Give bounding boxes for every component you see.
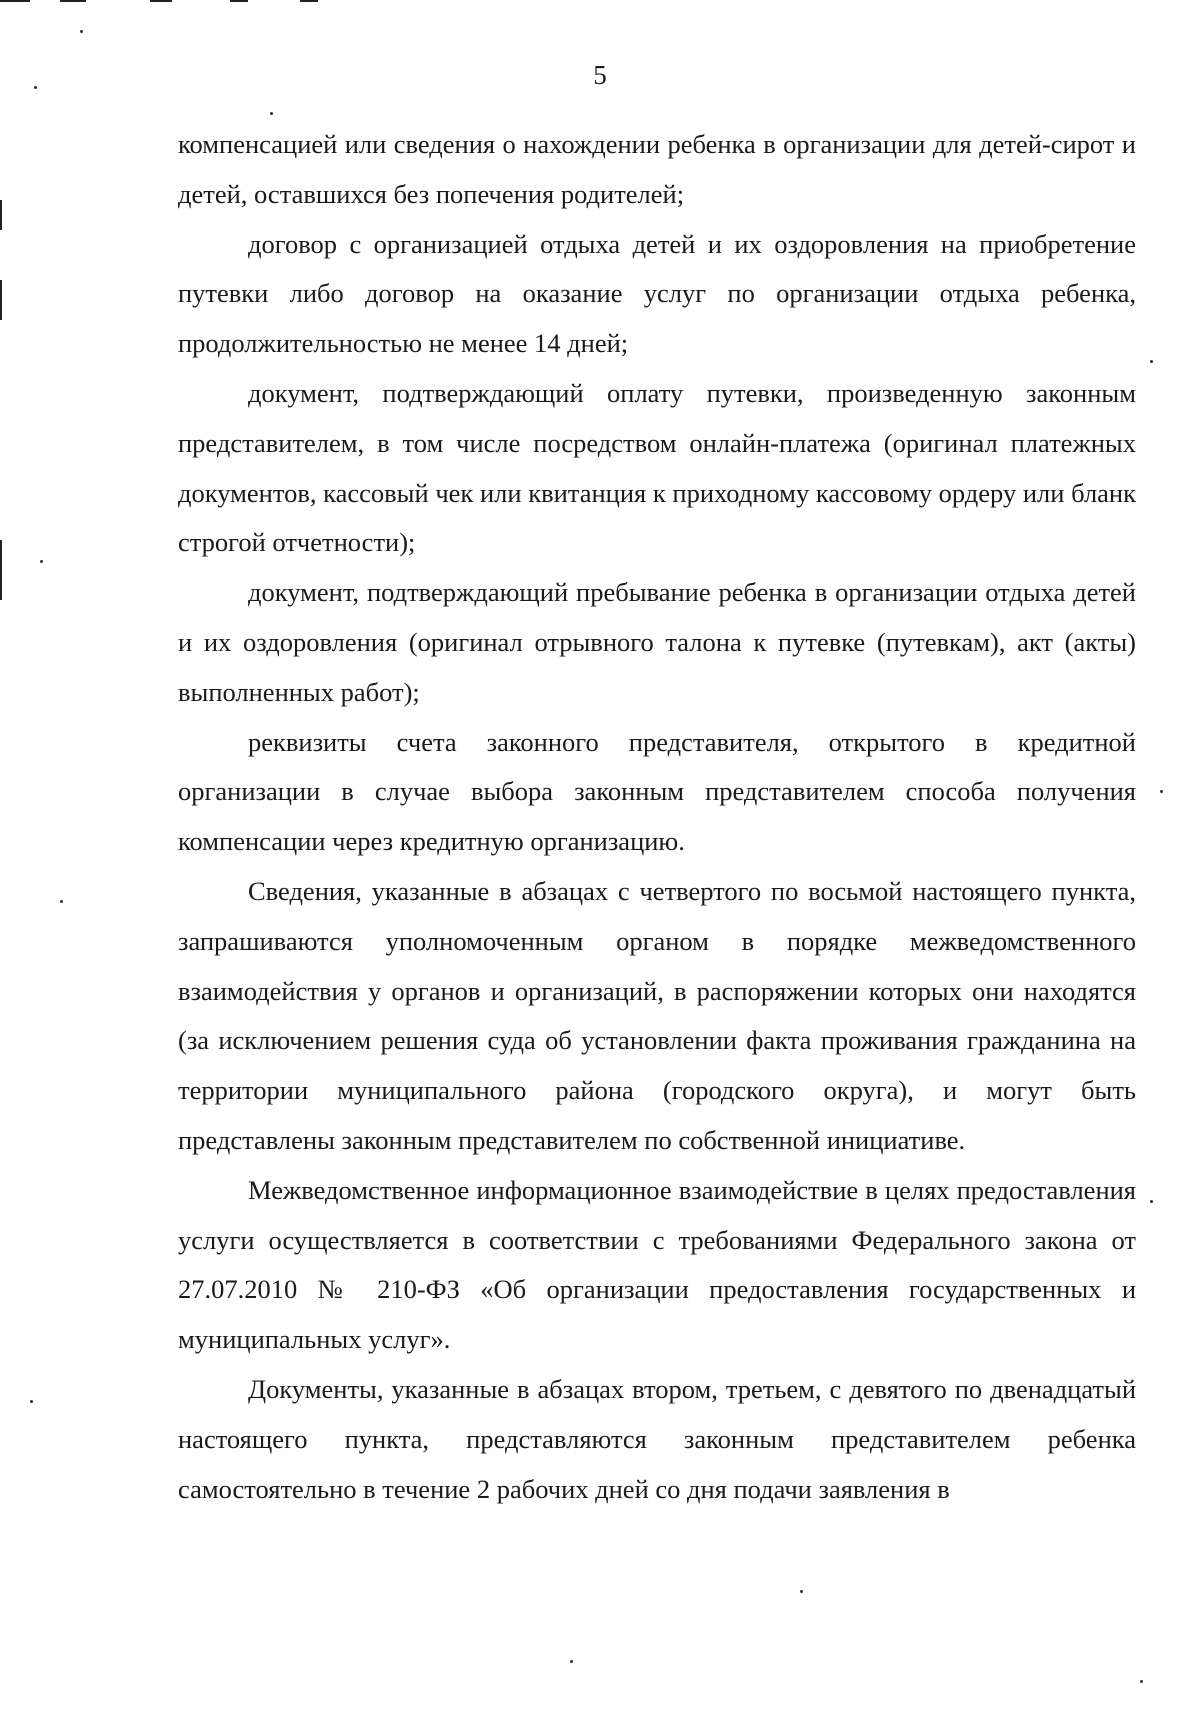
scan-artifact-dot (800, 1590, 803, 1593)
scan-artifact-left-edge (0, 540, 2, 600)
scan-artifact-dot (570, 1660, 573, 1663)
scan-artifact-top-left-4 (230, 0, 248, 2)
paragraph-stay-document: документ, подтверждающий пребывание ребенка в организации отдыха детей и их оздоровления (оригинал отрывного талона к путевке (путевкам), акт (акты) выполненных работ); (178, 577, 1136, 707)
scan-artifact-dot (60, 900, 63, 903)
scan-artifact-dot (1150, 1200, 1153, 1203)
scan-artifact-left-edge (0, 200, 2, 230)
scan-artifact-dot (1150, 360, 1153, 363)
scan-artifact-dot (30, 1400, 33, 1403)
paragraph-payment-document: документ, подтверждающий оплату путевки, произведенную законным представителем, в том числе посредством онлайн-платежа (оригинал платежных документов, кассовый чек или квитанция к приходному кассовому ордеру или бланк строгой отчетности); (178, 377, 1136, 558)
paragraph-continuation: компенсацией или сведения о нахождении ребенка в организации для детей-сирот и детей, оставшихся без попечения родителей; (178, 129, 1136, 209)
scan-artifact-dot (80, 30, 83, 33)
scan-artifact-dot (270, 112, 273, 115)
scan-artifact-top-left-5 (300, 0, 318, 2)
scan-artifact-top-left-3 (150, 0, 172, 2)
paragraph-interagency-cooperation: Межведомственное информационное взаимодействие в целях предоставления услуги осуществляется в соответствии с требованиями Федерального закона от 27.07.2010 № 210-ФЗ «Об организации предоставления государственных и муниципальных услуг». (178, 1174, 1136, 1355)
paragraph-contract: договор с организацией отдыха детей и их оздоровления на приобретение путевки либо договор на оказание услуг по организации отдыха ребенка, продолжительностью не менее 14 дней; (178, 228, 1136, 359)
scan-artifact-dot (40, 560, 43, 563)
document-body (178, 120, 1136, 1514)
paragraph-interagency-requests: Сведения, указанные в абзацах с четвертого по восьмой настоящего пункта, запрашиваются уполномоченным органом в порядке межведомственного взаимодействия у органов и организаций, в распоряжении которых они находятся (за исключением решения суда об установлении факта проживания гражданина на территории муниципального района (городского округа), и могут быть представлены законным представителем по собственной инициативе. (178, 875, 1136, 1155)
scan-artifact-dot (1160, 790, 1163, 793)
scan-artifact-left-edge (0, 280, 2, 320)
scan-artifact-top-left-2 (60, 0, 86, 2)
scan-artifact-top-left (0, 0, 30, 2)
scan-artifact-dot (1140, 1680, 1143, 1683)
paragraph-documents-submission: Документы, указанные в абзацах втором, третьем, с девятого по двенадцатый настоящего пункта, представляются законным представителем ребенка самостоятельно в течение 2 рабочих дней со дня подачи заявления в (178, 1373, 1136, 1504)
page-number: 5 (593, 60, 607, 90)
paragraph-bank-details: реквизиты счета законного представителя, открытого в кредитной организации в случае выбора законным представителем способа получения компенсации через кредитную организацию. (178, 726, 1136, 857)
